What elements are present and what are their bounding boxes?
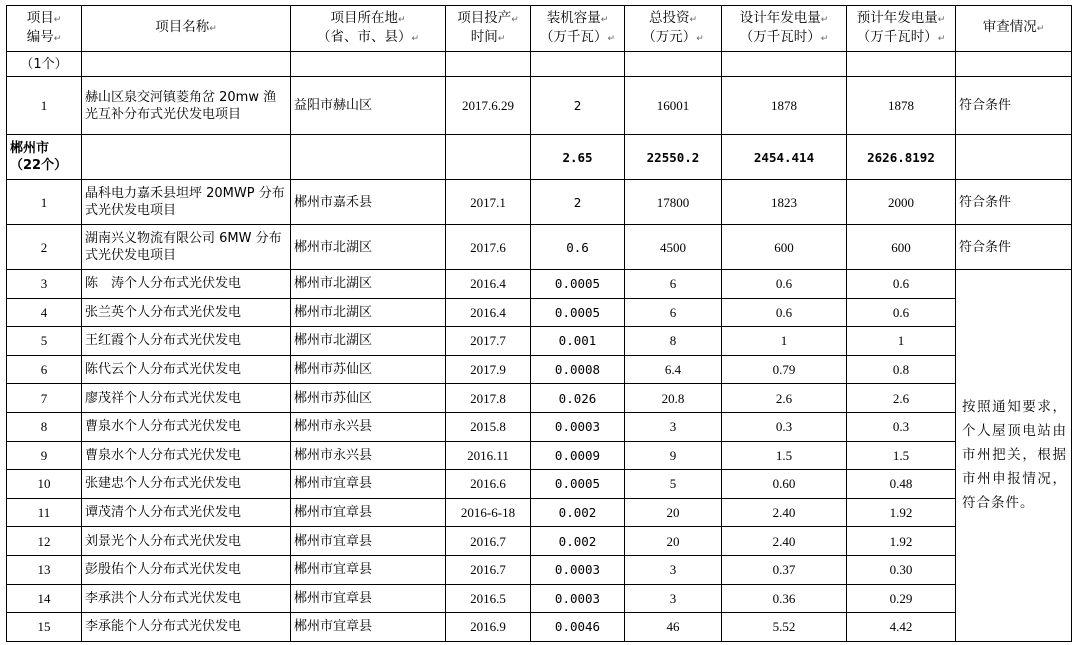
row-location: 益阳市赫山区 [291, 77, 446, 135]
row-investment: 4500 [625, 225, 722, 270]
row-id: 8 [7, 412, 82, 441]
row-expected-output: 4.42 [847, 613, 956, 642]
row-review: 符合条件 [956, 180, 1072, 225]
row-name: 曹泉水个人分布式光伏发电 [82, 441, 291, 470]
row-id: 5 [7, 327, 82, 356]
row-name: 赫山区泉交河镇菱角岔 20mw 渔光互补分布式光伏发电项目 [82, 77, 291, 135]
row-id: 13 [7, 555, 82, 584]
row-name: 湖南兴义物流有限公司 6MW 分布式光伏发电项目 [82, 225, 291, 270]
row-location: 郴州市宜章县 [291, 498, 446, 527]
row-date: 2017.8 [446, 384, 531, 413]
row-capacity: 0.0003 [531, 412, 625, 441]
row-expected-output: 0.30 [847, 555, 956, 584]
row-capacity: 0.0005 [531, 298, 625, 327]
row-design-output: 0.37 [722, 555, 847, 584]
group-expected-output: 2626.8192 [847, 135, 956, 180]
row-expected-output: 0.6 [847, 298, 956, 327]
group-subtotal-row [7, 135, 1072, 180]
row-design-output: 2.40 [722, 527, 847, 556]
row-capacity: 0.002 [531, 498, 625, 527]
row-investment: 6 [625, 270, 722, 299]
row-id: 7 [7, 384, 82, 413]
group-name: 郴州市 （22个） [7, 135, 82, 180]
row-investment: 9 [625, 441, 722, 470]
row-location: 郴州市嘉禾县 [291, 180, 446, 225]
row-investment: 20 [625, 498, 722, 527]
row-investment: 3 [625, 584, 722, 613]
row-name: 刘景光个人分布式光伏发电 [82, 527, 291, 556]
header-date: 项目投产↵ 时间↵ [446, 6, 531, 52]
row-capacity: 2 [531, 180, 625, 225]
header-design-output: 设计年发电量↵ （万千瓦时）↵ [722, 6, 847, 52]
row-expected-output: 0.6 [847, 270, 956, 299]
table-row [7, 270, 1072, 299]
group-investment: 22550.2 [625, 135, 722, 180]
row-name: 陈 涛个人分布式光伏发电 [82, 270, 291, 299]
row-expected-output: 1878 [847, 77, 956, 135]
row-name: 谭茂清个人分布式光伏发电 [82, 498, 291, 527]
row-design-output: 1823 [722, 180, 847, 225]
table-row [7, 527, 1072, 556]
table-row [7, 412, 1072, 441]
group-empty [82, 135, 291, 180]
row-location: 郴州市宜章县 [291, 613, 446, 642]
header-location: 项目所在地↵ （省、市、县）↵ [291, 6, 446, 52]
group-design-output: 2454.414 [722, 135, 847, 180]
prev-group-count: （1个） [7, 52, 82, 77]
row-name: 张建忠个人分布式光伏发电 [82, 470, 291, 499]
row-expected-output: 2000 [847, 180, 956, 225]
row-id: 4 [7, 298, 82, 327]
row-location: 郴州市北湖区 [291, 225, 446, 270]
row-name: 曹泉水个人分布式光伏发电 [82, 412, 291, 441]
row-capacity: 0.0003 [531, 555, 625, 584]
row-id: 9 [7, 441, 82, 470]
row-date: 2017.1 [446, 180, 531, 225]
table-row [7, 384, 1072, 413]
row-name: 李承能个人分布式光伏发电 [82, 613, 291, 642]
row-capacity: 0.0046 [531, 613, 625, 642]
row-capacity: 0.0003 [531, 584, 625, 613]
row-date: 2016.9 [446, 613, 531, 642]
row-design-output: 1.5 [722, 441, 847, 470]
row-investment: 3 [625, 412, 722, 441]
row-review: 符合条件 [956, 225, 1072, 270]
row-date: 2016.11 [446, 441, 531, 470]
row-name: 王红霞个人分布式光伏发电 [82, 327, 291, 356]
group-empty [446, 135, 531, 180]
row-location: 郴州市苏仙区 [291, 355, 446, 384]
header-name: 项目名称↵ [82, 6, 291, 52]
header-id: 项目↵ 编号↵ [7, 6, 82, 52]
table-row [7, 498, 1072, 527]
row-investment: 16001 [625, 77, 722, 135]
group-empty [956, 135, 1072, 180]
table-row [7, 298, 1072, 327]
row-design-output: 2.6 [722, 384, 847, 413]
row-expected-output: 0.3 [847, 412, 956, 441]
row-investment: 17800 [625, 180, 722, 225]
row-expected-output: 0.8 [847, 355, 956, 384]
header-expected-output: 预计年发电量↵ （万千瓦时）↵ [847, 6, 956, 52]
row-design-output: 0.36 [722, 584, 847, 613]
row-design-output: 1878 [722, 77, 847, 135]
row-name: 彭殷佑个人分布式光伏发电 [82, 555, 291, 584]
row-id: 10 [7, 470, 82, 499]
header-review: 审查情况↵ [956, 6, 1072, 52]
row-location: 郴州市北湖区 [291, 327, 446, 356]
row-expected-output: 1 [847, 327, 956, 356]
row-investment: 20 [625, 527, 722, 556]
row-date: 2017.6.29 [446, 77, 531, 135]
row-location: 郴州市宜章县 [291, 584, 446, 613]
row-date: 2016.7 [446, 555, 531, 584]
row-capacity: 0.001 [531, 327, 625, 356]
row-design-output: 0.6 [722, 270, 847, 299]
row-capacity: 0.0008 [531, 355, 625, 384]
row-id: 6 [7, 355, 82, 384]
row-design-output: 600 [722, 225, 847, 270]
row-date: 2016.6 [446, 470, 531, 499]
row-location: 郴州市苏仙区 [291, 384, 446, 413]
table-row [7, 584, 1072, 613]
row-date: 2016.4 [446, 270, 531, 299]
row-name: 晶科电力嘉禾县坦坪 20MWP 分布式光伏发电项目 [82, 180, 291, 225]
header-capacity: 装机容量↵ （万千瓦）↵ [531, 6, 625, 52]
row-id: 12 [7, 527, 82, 556]
row-id: 14 [7, 584, 82, 613]
row-date: 2015.8 [446, 412, 531, 441]
row-id: 2 [7, 225, 82, 270]
row-id: 3 [7, 270, 82, 299]
row-capacity: 0.026 [531, 384, 625, 413]
row-capacity: 0.0005 [531, 270, 625, 299]
row-expected-output: 1.92 [847, 527, 956, 556]
row-name: 廖茂祥个人分布式光伏发电 [82, 384, 291, 413]
row-investment: 6.4 [625, 355, 722, 384]
row-investment: 6 [625, 298, 722, 327]
prev-group-row [7, 52, 1072, 77]
row-capacity: 0.6 [531, 225, 625, 270]
row-capacity: 0.0009 [531, 441, 625, 470]
table-row [7, 441, 1072, 470]
table-row [7, 470, 1072, 499]
row-expected-output: 0.48 [847, 470, 956, 499]
table-row [7, 180, 1072, 225]
row-date: 2016.5 [446, 584, 531, 613]
row-design-output: 1 [722, 327, 847, 356]
row-location: 郴州市宜章县 [291, 527, 446, 556]
table-row [7, 77, 1072, 135]
merged-review-note: 按照通知要求，个人屋顶电站由市州把关，根据市州申报情况，符合条件。 [956, 270, 1072, 642]
row-review: 符合条件 [956, 77, 1072, 135]
row-id: 1 [7, 77, 82, 135]
row-design-output: 0.60 [722, 470, 847, 499]
group-capacity: 2.65 [531, 135, 625, 180]
header-investment: 总投资↵ （万元）↵ [625, 6, 722, 52]
row-date: 2017.7 [446, 327, 531, 356]
row-investment: 46 [625, 613, 722, 642]
row-id: 15 [7, 613, 82, 642]
row-location: 郴州市永兴县 [291, 441, 446, 470]
row-location: 郴州市北湖区 [291, 298, 446, 327]
row-design-output: 5.52 [722, 613, 847, 642]
row-location: 郴州市宜章县 [291, 470, 446, 499]
row-design-output: 0.79 [722, 355, 847, 384]
table-row [7, 355, 1072, 384]
row-expected-output: 1.92 [847, 498, 956, 527]
row-id: 11 [7, 498, 82, 527]
row-name: 陈代云个人分布式光伏发电 [82, 355, 291, 384]
row-location: 郴州市宜章县 [291, 555, 446, 584]
row-expected-output: 0.29 [847, 584, 956, 613]
row-date: 2017.9 [446, 355, 531, 384]
row-date: 2016.7 [446, 527, 531, 556]
table-row [7, 555, 1072, 584]
row-location: 郴州市永兴县 [291, 412, 446, 441]
row-investment: 3 [625, 555, 722, 584]
row-expected-output: 2.6 [847, 384, 956, 413]
row-capacity: 0.0005 [531, 470, 625, 499]
row-expected-output: 600 [847, 225, 956, 270]
row-location: 郴州市北湖区 [291, 270, 446, 299]
row-id: 1 [7, 180, 82, 225]
row-investment: 8 [625, 327, 722, 356]
header-row [7, 6, 1072, 52]
row-design-output: 0.3 [722, 412, 847, 441]
table-row [7, 225, 1072, 270]
row-investment: 20.8 [625, 384, 722, 413]
project-review-table [6, 5, 1072, 642]
row-date: 2016.4 [446, 298, 531, 327]
row-name: 张兰英个人分布式光伏发电 [82, 298, 291, 327]
row-date: 2017.6 [446, 225, 531, 270]
row-expected-output: 1.5 [847, 441, 956, 470]
row-name: 李承洪个人分布式光伏发电 [82, 584, 291, 613]
group-empty [291, 135, 446, 180]
table-row [7, 613, 1072, 642]
row-design-output: 2.40 [722, 498, 847, 527]
row-date: 2016-6-18 [446, 498, 531, 527]
row-capacity: 2 [531, 77, 625, 135]
table-row [7, 327, 1072, 356]
row-capacity: 0.002 [531, 527, 625, 556]
row-design-output: 0.6 [722, 298, 847, 327]
row-investment: 5 [625, 470, 722, 499]
